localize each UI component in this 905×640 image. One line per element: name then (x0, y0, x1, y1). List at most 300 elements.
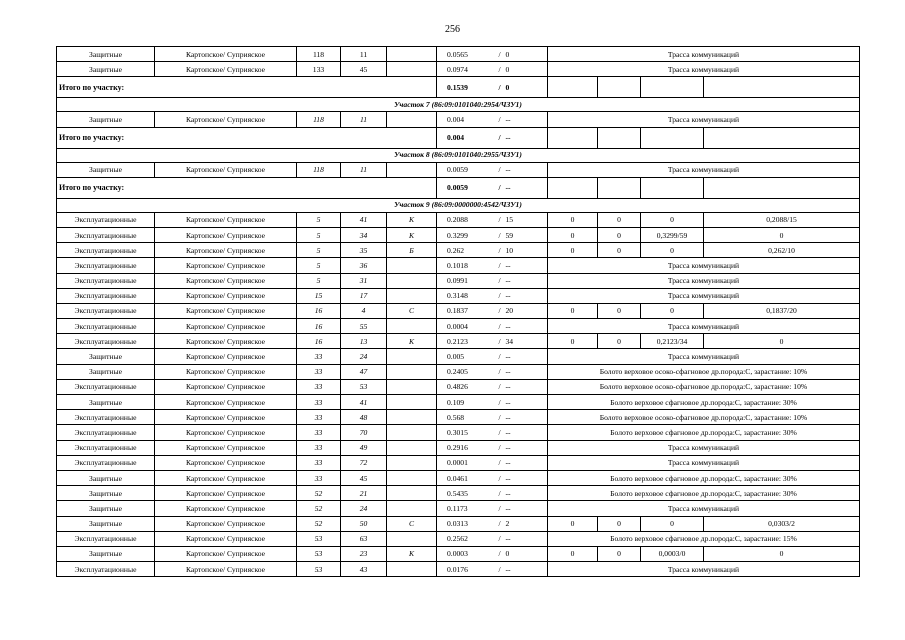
table-row (57, 501, 860, 516)
table-row (57, 273, 860, 288)
quarter-cell: 53 (297, 562, 341, 577)
count-cell (490, 379, 548, 394)
count-value: -- (505, 291, 511, 301)
note-cell: Болото верховое сфагновое др.порода:С, зарастание: 30% (548, 486, 860, 501)
section-cell: 70 (341, 425, 387, 440)
slash: / (498, 503, 501, 513)
note-cell: Трасса коммуникаций (548, 562, 860, 577)
category-cell: Защитные (57, 470, 155, 485)
forestry-cell: Картопское/ Суприяское (155, 243, 297, 258)
area-cell: 0.568 (437, 410, 490, 425)
section-header-row (57, 198, 860, 212)
category-cell: Эксплуатационные (57, 303, 155, 318)
category-cell: Эксплуатационные (57, 410, 155, 425)
note-cell: Трасса коммуникаций (548, 455, 860, 470)
quarter-cell: 33 (297, 470, 341, 485)
area-cell: 0.0313 (437, 516, 490, 531)
forest-plots-table (56, 46, 860, 577)
slash: / (498, 549, 501, 559)
section-cell: 48 (341, 410, 387, 425)
count-cell (490, 258, 548, 273)
count-cell (490, 440, 548, 455)
note-cell: Трасса коммуникаций (548, 62, 860, 77)
species-cell (387, 112, 437, 127)
count-cell (490, 303, 548, 318)
count-cell (490, 364, 548, 379)
value-cell: 0 (548, 227, 598, 242)
value-cell: 0 (641, 243, 704, 258)
forestry-cell: Картопское/ Суприяское (155, 334, 297, 349)
note-cell: Трасса коммуникаций (548, 273, 860, 288)
value-cell: 0,262/10 (704, 243, 860, 258)
slash: / (498, 382, 501, 392)
quarter-cell: 5 (297, 212, 341, 227)
species-cell: С (387, 303, 437, 318)
total-area: 0.004 (437, 127, 490, 148)
forestry-cell: Картопское/ Суприяское (155, 349, 297, 364)
slash: / (498, 260, 501, 270)
table-row (57, 410, 860, 425)
value-cell: 0,0003/0 (641, 546, 704, 561)
total-row (57, 77, 860, 98)
count-cell (490, 112, 548, 127)
category-cell: Эксплуатационные (57, 425, 155, 440)
table-row (57, 334, 860, 349)
value-cell: 0 (598, 546, 641, 561)
area-cell: 0.0565 (437, 47, 490, 62)
section-cell: 63 (341, 531, 387, 546)
count-cell (490, 288, 548, 303)
note-cell: Трасса коммуникаций (548, 501, 860, 516)
value-cell: 0 (641, 303, 704, 318)
empty-cell (598, 177, 641, 198)
count-cell (490, 319, 548, 334)
slash: / (498, 473, 501, 483)
total-area: 0.1539 (437, 77, 490, 98)
quarter-cell: 118 (297, 47, 341, 62)
area-cell: 0.2916 (437, 440, 490, 455)
table-row (57, 162, 860, 177)
table-row (57, 303, 860, 318)
section-cell: 34 (341, 227, 387, 242)
table-row (57, 319, 860, 334)
value-cell: 0 (598, 212, 641, 227)
section-cell: 72 (341, 455, 387, 470)
count-value: 2 (505, 519, 510, 529)
count-value: -- (505, 488, 511, 498)
note-cell: Трасса коммуникаций (548, 112, 860, 127)
table-body (57, 47, 860, 577)
category-cell: Эксплуатационные (57, 212, 155, 227)
quarter-cell: 16 (297, 303, 341, 318)
total-area: 0.0059 (437, 177, 490, 198)
table-row (57, 349, 860, 364)
category-cell: Эксплуатационные (57, 319, 155, 334)
section-cell: 11 (341, 162, 387, 177)
value-cell: 0 (598, 243, 641, 258)
table-row (57, 395, 860, 410)
forestry-cell: Картопское/ Суприяское (155, 486, 297, 501)
category-cell: Эксплуатационные (57, 455, 155, 470)
value-cell: 0 (548, 303, 598, 318)
category-cell: Эксплуатационные (57, 258, 155, 273)
forestry-cell: Картопское/ Суприяское (155, 273, 297, 288)
area-cell: 0.0003 (437, 546, 490, 561)
section-title: Участок 7 (86:09:0101040:2954/ЧЗУ1) (57, 98, 860, 112)
species-cell (387, 258, 437, 273)
value-cell: 0 (641, 516, 704, 531)
forestry-cell: Картопское/ Суприяское (155, 379, 297, 394)
category-cell: Эксплуатационные (57, 440, 155, 455)
count-cell (490, 212, 548, 227)
count-value: -- (505, 564, 511, 574)
value-cell: 0 (704, 227, 860, 242)
section-cell: 31 (341, 273, 387, 288)
species-cell: К (387, 227, 437, 242)
count-value: -- (505, 183, 511, 193)
table-row (57, 258, 860, 273)
slash: / (498, 114, 501, 124)
quarter-cell: 118 (297, 162, 341, 177)
species-cell (387, 273, 437, 288)
slash: / (498, 519, 501, 529)
area-cell: 0.3299 (437, 227, 490, 242)
note-cell: Болото верховое осоко-сфагновое др.порода:С, зарастание: 10% (548, 364, 860, 379)
count-value: -- (505, 427, 511, 437)
value-cell: 0,3299/59 (641, 227, 704, 242)
species-cell (387, 425, 437, 440)
section-cell: 13 (341, 334, 387, 349)
forestry-cell: Картопское/ Суприяское (155, 546, 297, 561)
section-cell: 45 (341, 62, 387, 77)
species-cell (387, 395, 437, 410)
count-cell (490, 227, 548, 242)
count-cell (490, 516, 548, 531)
value-cell: 0 (704, 334, 860, 349)
species-cell (387, 486, 437, 501)
value-cell: 0 (598, 227, 641, 242)
species-cell (387, 319, 437, 334)
section-cell: 36 (341, 258, 387, 273)
value-cell: 0 (548, 334, 598, 349)
section-cell: 47 (341, 364, 387, 379)
count-value: 0 (505, 549, 510, 559)
total-row (57, 177, 860, 198)
slash: / (498, 215, 501, 225)
forestry-cell: Картопское/ Суприяское (155, 227, 297, 242)
count-value: -- (505, 397, 511, 407)
category-cell: Защитные (57, 395, 155, 410)
note-cell: Болото верховое сфагновое др.порода:С, зарастание: 30% (548, 470, 860, 485)
species-cell (387, 455, 437, 470)
area-cell: 0.3148 (437, 288, 490, 303)
quarter-cell: 16 (297, 319, 341, 334)
area-cell: 0.0974 (437, 62, 490, 77)
empty-cell (548, 77, 598, 98)
table-row (57, 562, 860, 577)
area-cell: 0.2123 (437, 334, 490, 349)
slash: / (498, 397, 501, 407)
area-cell: 0.0461 (437, 470, 490, 485)
empty-cell (704, 177, 860, 198)
quarter-cell: 53 (297, 546, 341, 561)
category-cell: Защитные (57, 62, 155, 77)
area-cell: 0.2562 (437, 531, 490, 546)
count-value: -- (505, 276, 511, 286)
area-cell: 0.4826 (437, 379, 490, 394)
quarter-cell: 118 (297, 112, 341, 127)
category-cell: Защитные (57, 349, 155, 364)
forestry-cell: Картопское/ Суприяское (155, 212, 297, 227)
section-cell: 4 (341, 303, 387, 318)
slash: / (498, 458, 501, 468)
quarter-cell: 33 (297, 395, 341, 410)
count-value: 0 (505, 82, 510, 92)
empty-cell (548, 177, 598, 198)
area-cell: 0.0001 (437, 455, 490, 470)
note-cell: Болото верховое сфагновое др.порода:С, зарастание: 30% (548, 395, 860, 410)
slash: / (498, 412, 501, 422)
table-row (57, 212, 860, 227)
slash: / (498, 183, 501, 193)
quarter-cell: 5 (297, 273, 341, 288)
count-cell (490, 47, 548, 62)
section-cell: 24 (341, 349, 387, 364)
value-cell: 0,2123/34 (641, 334, 704, 349)
forestry-cell: Картопское/ Суприяское (155, 410, 297, 425)
area-cell: 0.3015 (437, 425, 490, 440)
count-value: 20 (505, 306, 514, 316)
category-cell: Защитные (57, 501, 155, 516)
table-row (57, 227, 860, 242)
value-cell: 0 (548, 243, 598, 258)
count-cell (490, 501, 548, 516)
area-cell: 0.0176 (437, 562, 490, 577)
value-cell: 0 (548, 546, 598, 561)
quarter-cell: 33 (297, 349, 341, 364)
forestry-cell: Картопское/ Суприяское (155, 303, 297, 318)
count-cell (490, 395, 548, 410)
count-value: -- (505, 260, 511, 270)
count-value: -- (505, 165, 511, 175)
count-value: -- (505, 473, 511, 483)
category-cell: Эксплуатационные (57, 227, 155, 242)
quarter-cell: 53 (297, 531, 341, 546)
section-cell: 11 (341, 47, 387, 62)
value-cell: 0 (598, 334, 641, 349)
category-cell: Защитные (57, 546, 155, 561)
species-cell (387, 379, 437, 394)
quarter-cell: 33 (297, 425, 341, 440)
area-cell: 0.0004 (437, 319, 490, 334)
quarter-cell: 33 (297, 379, 341, 394)
slash: / (498, 245, 501, 255)
count-value: -- (505, 412, 511, 422)
count-cell (490, 62, 548, 77)
count-cell (490, 470, 548, 485)
forestry-cell: Картопское/ Суприяское (155, 455, 297, 470)
quarter-cell: 52 (297, 486, 341, 501)
forestry-cell: Картопское/ Суприяское (155, 501, 297, 516)
slash: / (498, 133, 501, 143)
slash: / (498, 230, 501, 240)
note-cell: Трасса коммуникаций (548, 47, 860, 62)
value-cell: 0 (598, 303, 641, 318)
total-row (57, 127, 860, 148)
empty-cell (641, 127, 704, 148)
slash: / (498, 534, 501, 544)
forestry-cell: Картопское/ Суприяское (155, 531, 297, 546)
count-cell (490, 77, 548, 98)
page-number: 256 (445, 24, 460, 35)
slash: / (498, 321, 501, 331)
count-value: 0 (505, 64, 510, 74)
table-row (57, 470, 860, 485)
category-cell: Эксплуатационные (57, 243, 155, 258)
forestry-cell: Картопское/ Суприяское (155, 47, 297, 62)
section-cell: 23 (341, 546, 387, 561)
species-cell: К (387, 546, 437, 561)
count-value: -- (505, 114, 511, 124)
note-cell: Трасса коммуникаций (548, 162, 860, 177)
area-cell: 0.1173 (437, 501, 490, 516)
table-row (57, 440, 860, 455)
quarter-cell: 52 (297, 501, 341, 516)
slash: / (498, 336, 501, 346)
quarter-cell: 33 (297, 364, 341, 379)
forestry-cell: Картопское/ Суприяское (155, 258, 297, 273)
slash: / (498, 82, 501, 92)
species-cell: Б (387, 243, 437, 258)
empty-cell (598, 127, 641, 148)
count-cell (490, 349, 548, 364)
section-cell: 50 (341, 516, 387, 531)
forestry-cell: Картопское/ Суприяское (155, 364, 297, 379)
empty-cell (548, 127, 598, 148)
table-row (57, 62, 860, 77)
table-row (57, 516, 860, 531)
slash: / (498, 352, 501, 362)
forestry-cell: Картопское/ Суприяское (155, 470, 297, 485)
area-cell: 0.1018 (437, 258, 490, 273)
count-value: 15 (505, 215, 514, 225)
quarter-cell: 52 (297, 516, 341, 531)
table-row (57, 455, 860, 470)
count-cell (490, 562, 548, 577)
count-cell (490, 273, 548, 288)
area-cell: 0.2088 (437, 212, 490, 227)
note-cell: Болото верховое осоко-сфагновое др.порода:С, зарастание: 10% (548, 410, 860, 425)
quarter-cell: 5 (297, 258, 341, 273)
species-cell (387, 162, 437, 177)
section-cell: 49 (341, 440, 387, 455)
category-cell: Эксплуатационные (57, 379, 155, 394)
empty-cell (641, 77, 704, 98)
slash: / (498, 564, 501, 574)
quarter-cell: 5 (297, 227, 341, 242)
species-cell: К (387, 212, 437, 227)
quarter-cell: 33 (297, 440, 341, 455)
table-row (57, 364, 860, 379)
section-cell: 55 (341, 319, 387, 334)
table-row (57, 425, 860, 440)
value-cell: 0 (548, 516, 598, 531)
count-value: -- (505, 458, 511, 468)
slash: / (498, 443, 501, 453)
count-cell (490, 177, 548, 198)
forestry-cell: Картопское/ Суприяское (155, 425, 297, 440)
slash: / (498, 49, 501, 59)
area-cell: 0.5435 (437, 486, 490, 501)
count-value: -- (505, 352, 511, 362)
category-cell: Защитные (57, 486, 155, 501)
category-cell: Эксплуатационные (57, 334, 155, 349)
count-cell (490, 162, 548, 177)
species-cell: К (387, 334, 437, 349)
section-cell: 41 (341, 212, 387, 227)
area-cell: 0.1837 (437, 303, 490, 318)
species-cell (387, 349, 437, 364)
quarter-cell: 5 (297, 243, 341, 258)
forestry-cell: Картопское/ Суприяское (155, 112, 297, 127)
count-value: -- (505, 503, 511, 513)
section-header-row (57, 98, 860, 112)
count-cell (490, 243, 548, 258)
count-cell (490, 425, 548, 440)
count-cell (490, 546, 548, 561)
table-row (57, 288, 860, 303)
quarter-cell: 15 (297, 288, 341, 303)
forestry-cell: Картопское/ Суприяское (155, 395, 297, 410)
table-row (57, 531, 860, 546)
species-cell: С (387, 516, 437, 531)
count-value: 34 (505, 336, 514, 346)
table-row (57, 379, 860, 394)
count-value: -- (505, 133, 511, 143)
count-value: -- (505, 367, 511, 377)
section-title: Участок 8 (86:09:0101040:2955/ЧЗУ1) (57, 148, 860, 162)
forestry-cell: Картопское/ Суприяское (155, 440, 297, 455)
slash: / (498, 306, 501, 316)
area-cell: 0.2405 (437, 364, 490, 379)
empty-cell (598, 77, 641, 98)
section-header-row (57, 148, 860, 162)
value-cell: 0,0303/2 (704, 516, 860, 531)
forestry-cell: Картопское/ Суприяское (155, 288, 297, 303)
quarter-cell: 33 (297, 455, 341, 470)
category-cell: Защитные (57, 112, 155, 127)
section-cell: 24 (341, 501, 387, 516)
total-label: Итого по участку: (57, 177, 437, 198)
note-cell: Трасса коммуникаций (548, 288, 860, 303)
area-cell: 0.0991 (437, 273, 490, 288)
forestry-cell: Картопское/ Суприяское (155, 562, 297, 577)
empty-cell (704, 77, 860, 98)
count-value: 59 (505, 230, 514, 240)
empty-cell (704, 127, 860, 148)
count-cell (490, 334, 548, 349)
slash: / (498, 165, 501, 175)
species-cell (387, 531, 437, 546)
forestry-cell: Картопское/ Суприяское (155, 319, 297, 334)
species-cell (387, 47, 437, 62)
slash: / (498, 367, 501, 377)
count-value: -- (505, 534, 511, 544)
area-cell: 0.0059 (437, 162, 490, 177)
category-cell: Защитные (57, 47, 155, 62)
species-cell (387, 288, 437, 303)
table-row (57, 546, 860, 561)
